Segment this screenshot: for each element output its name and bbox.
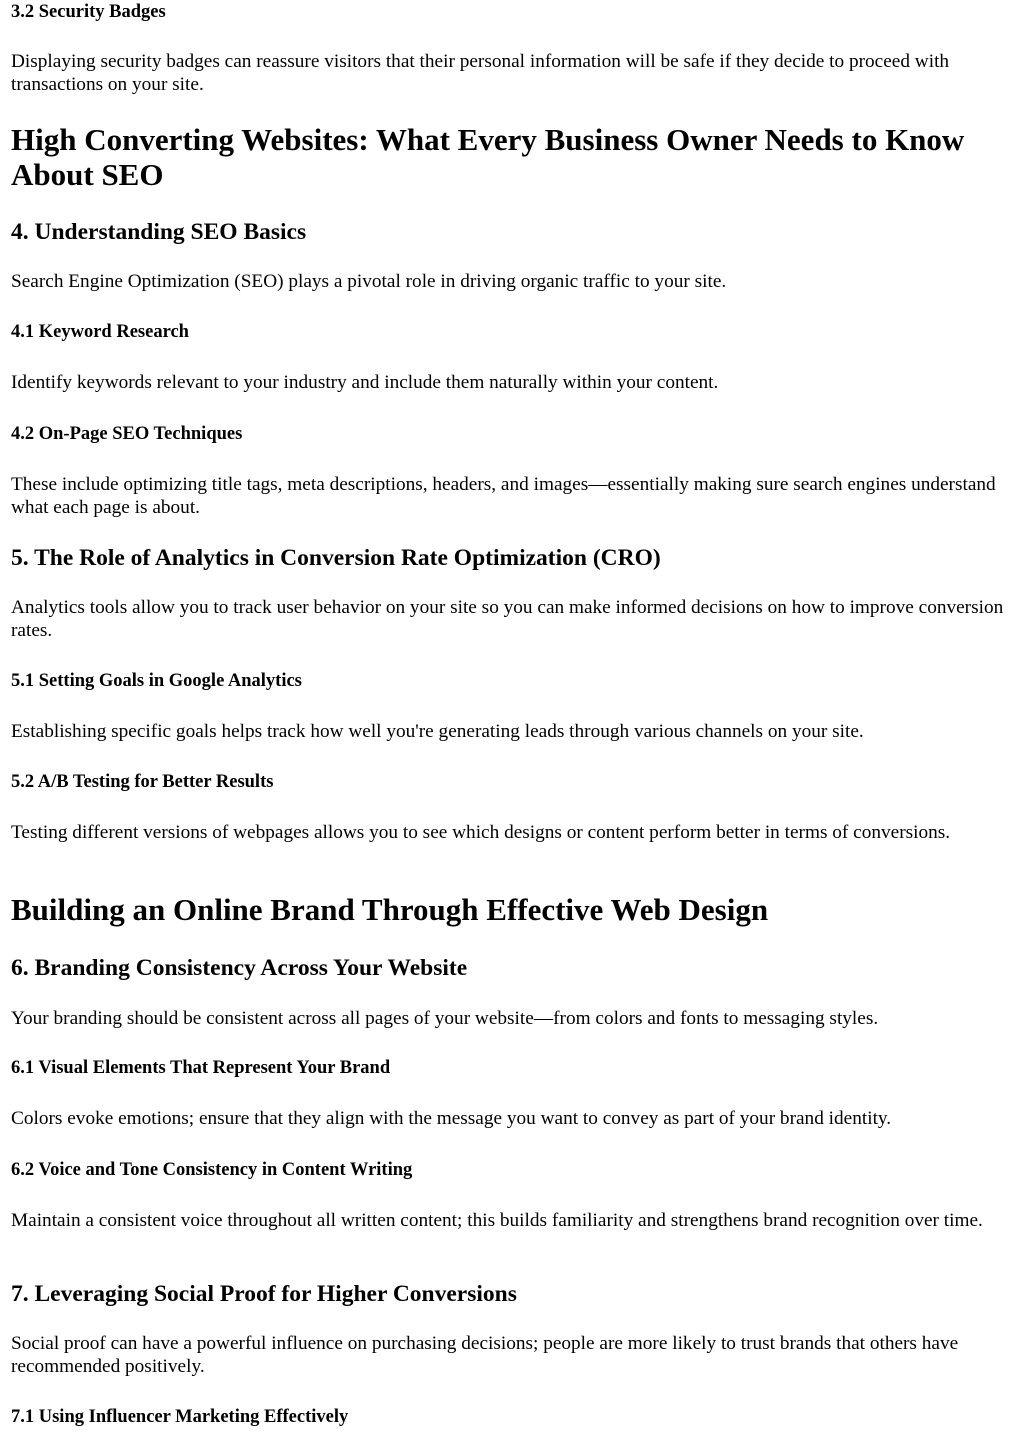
section-3-2-heading: 3.2 Security Badges	[11, 2, 166, 22]
section-6-2-text: Maintain a consistent voice throughout all written content; this builds familiarity and strengthens brand recognition over time.	[11, 1210, 983, 1231]
section-5-1-text: Establishing specific goals helps track how well you're generating leads through various channels on your site.	[11, 721, 864, 742]
section-6-1-heading: 6.1 Visual Elements That Represent Your Brand	[11, 1058, 391, 1078]
section-5-heading: 5. The Role of Analytics in Conversion Rate Optimization (CRO)	[11, 545, 661, 571]
section-7-text: Social proof can have a powerful influence on purchasing decisions; people are more likely to trust brands that others have recommended positively.	[11, 1333, 959, 1377]
section-4-heading: 4. Understanding SEO Basics	[11, 219, 307, 245]
section-7-heading: 7. Leveraging Social Proof for Higher Conversions	[11, 1281, 517, 1307]
section-7-1-heading: 7.1 Using Influencer Marketing Effectively	[11, 1407, 349, 1427]
section-4-1-heading: 4.1 Keyword Research	[11, 322, 189, 342]
section-4-1-text: Identify keywords relevant to your industry and include them naturally within your content.	[11, 372, 719, 393]
section-5-2-heading: 5.2 A/B Testing for Better Results	[11, 772, 274, 792]
section-4-text: Search Engine Optimization (SEO) plays a pivotal role in driving organic traffic to your site.	[11, 271, 727, 292]
section-6-2-heading: 6.2 Voice and Tone Consistency in Content Writing	[11, 1160, 413, 1180]
section-6-text: Your branding should be consistent across all pages of your website—from colors and fonts to messaging styles.	[11, 1008, 879, 1029]
section-4-2-heading: 4.2 On-Page SEO Techniques	[11, 424, 243, 444]
section-5-1-heading: 5.1 Setting Goals in Google Analytics	[11, 671, 302, 691]
heading-high-converting-websites: High Converting Websites: What Every Business Owner Needs to Know About SEO	[11, 122, 965, 192]
section-4-2-text: These include optimizing title tags, meta descriptions, headers, and images—essentially making sure search engines understand what each page is about.	[11, 474, 996, 518]
section-6-heading: 6. Branding Consistency Across Your Website	[11, 955, 468, 981]
section-3-2-text: Displaying security badges can reassure visitors that their personal information will be safe if they decide to proceed with transactions on your site.	[11, 51, 950, 95]
section-5-text: Analytics tools allow you to track user behavior on your site so you can make informed decisions on how to improve conversion rates.	[11, 597, 1004, 641]
heading-online-brand: Building an Online Brand Through Effective Web Design	[11, 892, 769, 927]
section-5-2-text: Testing different versions of webpages allows you to see which designs or content perform better in terms of conversions.	[11, 822, 951, 843]
section-6-1-text: Colors evoke emotions; ensure that they align with the message you want to convey as part of your brand identity.	[11, 1108, 892, 1129]
